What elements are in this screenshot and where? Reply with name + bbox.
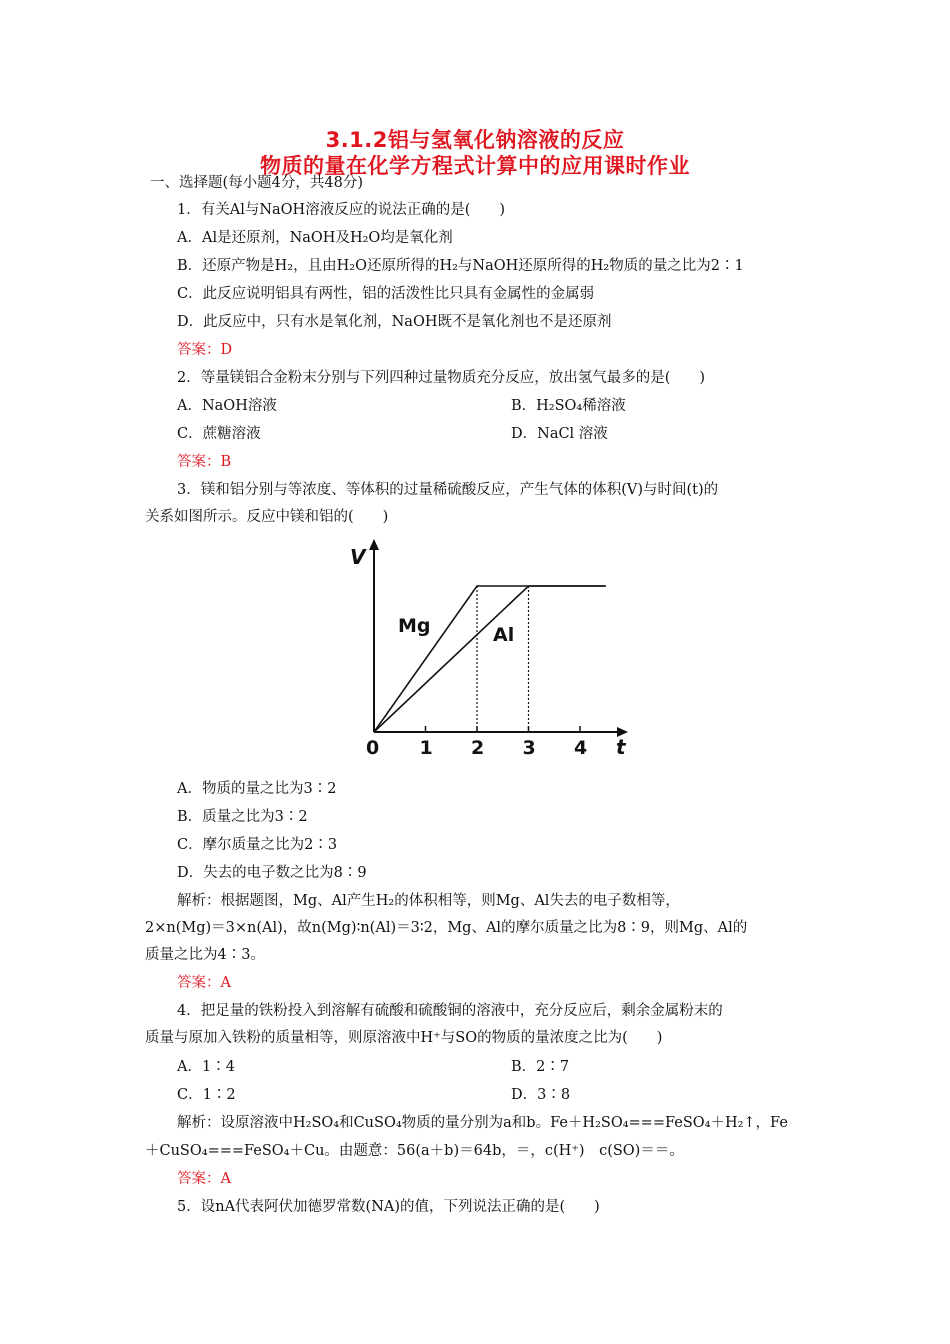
- volume-time-chart: [336, 536, 636, 766]
- q1-option-d: D．此反应中，只有水是氧化剂，NaOH既不是氧化剂也不是还原剂: [177, 314, 612, 330]
- x-tick-label: 1: [419, 737, 433, 759]
- q4-stem-line-2: 质量与原加入铁粉的质量相等，则原溶液中H⁺与SO的物质的量浓度之比为( ): [145, 1030, 663, 1046]
- x-tick-label: 2: [471, 737, 485, 759]
- series-line-mg: [374, 586, 606, 732]
- q1-option-c: C．此反应说明铝具有两性，铝的活泼性比只具有金属性的金属弱: [177, 286, 595, 302]
- q1-option-a: A．Al是还原剂，NaOH及H₂O均是氧化剂: [177, 230, 453, 246]
- y-axis-label: V: [350, 545, 366, 569]
- x-tick-label: 0: [366, 737, 380, 759]
- section-heading: 一、选择题(每小题4分，共48分): [150, 175, 363, 191]
- q4-option-c: C．1∶2: [177, 1087, 236, 1103]
- title-line-2: 物质的量在化学方程式计算中的应用课时作业: [260, 154, 690, 178]
- q2-option-a: A．NaOH溶液: [177, 398, 277, 414]
- q4-stem-line-1: 4．把足量的铁粉投入到溶解有硫酸和硫酸铜的溶液中，充分反应后，剩余金属粉末的: [177, 1003, 723, 1019]
- q3-answer: 答案：A: [177, 975, 231, 991]
- q2-answer: 答案：B: [177, 454, 232, 470]
- q3-option-c: C．摩尔质量之比为2∶3: [177, 837, 338, 853]
- q1-stem: 1．有关Al与NaOH溶液反应的说法正确的是( ): [177, 202, 506, 218]
- q4-option-b: B．2∶7: [511, 1059, 570, 1075]
- q4-explanation-line-1: 解析：设原溶液中H₂SO₄和CuSO₄物质的量分别为a和b。Fe＋H₂SO₄===FeSO₄＋H₂↑，Fe: [177, 1115, 788, 1131]
- q2-stem: 2．等量镁铝合金粉末分别与下列四种过量物质充分反应，放出氢气最多的是( ): [177, 370, 706, 386]
- title-line-1: 3.1.2铝与氢氧化钠溶液的反应: [325, 128, 625, 152]
- q3-option-a: A．物质的量之比为3∶2: [177, 781, 337, 797]
- series-line-al: [374, 586, 606, 732]
- x-tick-label: 3: [522, 737, 536, 759]
- series-label-al: Al: [493, 624, 515, 646]
- x-axis-label: t: [616, 735, 626, 759]
- x-tick-label: 4: [574, 737, 588, 759]
- q2-option-c: C．蔗糖溶液: [177, 426, 261, 442]
- q2-option-d: D．NaCl 溶液: [511, 426, 608, 442]
- q1-option-b: B．还原产物是H₂，且由H₂O还原所得的H₂与NaOH还原所得的H₂物质的量之比为2∶1: [177, 258, 744, 274]
- q3-stem-line-2: 关系如图所示。反应中镁和铝的( ): [145, 509, 389, 525]
- series-label-mg: Mg: [398, 615, 431, 637]
- q3-explanation-line-2: 2×n(Mg)＝3×n(Al)，故n(Mg)∶n(Al)＝3∶2，Mg、Al的摩尔质量之比为8∶9，则Mg、Al的: [145, 920, 748, 936]
- q3-explanation-line-3: 质量之比为4∶3。: [145, 947, 265, 963]
- q4-explanation-line-2: ＋CuSO₄===FeSO₄＋Cu。由题意：56(a＋b)＝64b，＝，c(H⁺) c(SO)＝＝。: [145, 1143, 684, 1159]
- q5-stem: 5．设nA代表阿伏加德罗常数(NA)的值，下列说法正确的是( ): [177, 1199, 600, 1215]
- q3-option-d: D．失去的电子数之比为8∶9: [177, 865, 367, 881]
- y-axis-arrow: [369, 539, 379, 550]
- q4-answer: 答案：A: [177, 1171, 231, 1187]
- q4-option-d: D．3∶8: [511, 1087, 571, 1103]
- q3-explanation-line-1: 解析：根据题图，Mg、Al产生H₂的体积相等，则Mg、Al失去的电子数相等，: [177, 893, 680, 909]
- q3-option-b: B．质量之比为3∶2: [177, 809, 308, 825]
- q3-stem-line-1: 3．镁和铝分别与等浓度、等体积的过量稀硫酸反应，产生气体的体积(V)与时间(t)的: [177, 482, 719, 498]
- q4-option-a: A．1∶4: [177, 1059, 235, 1075]
- q1-answer: 答案：D: [177, 342, 233, 358]
- q2-option-b: B．H₂SO₄稀溶液: [511, 398, 626, 414]
